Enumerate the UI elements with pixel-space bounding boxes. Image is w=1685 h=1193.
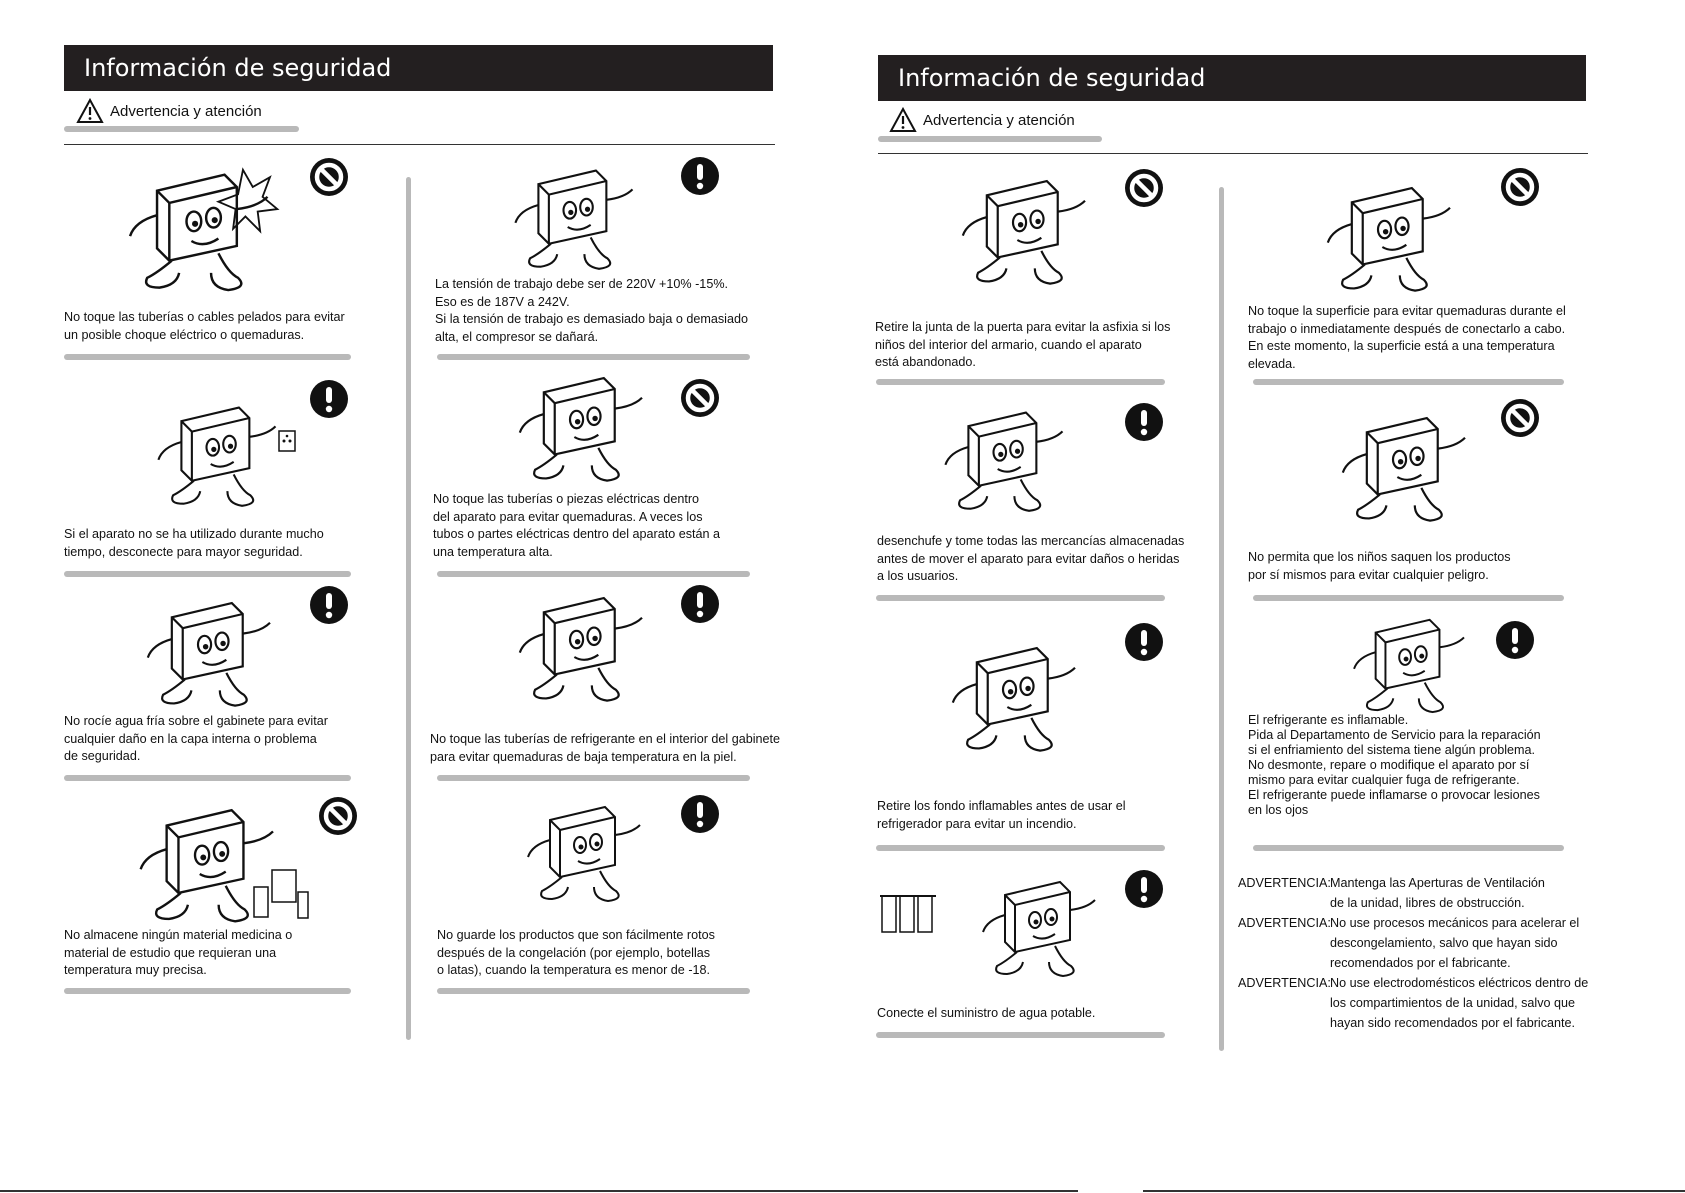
safety-text: Conecte el suministro de agua potable. xyxy=(877,1006,1096,1020)
section-separator xyxy=(876,845,1165,851)
left-column-divider xyxy=(406,177,411,1040)
prohibited-icon xyxy=(680,378,720,418)
left-page-title: Información de seguridad xyxy=(84,54,392,82)
warning-row xyxy=(1238,873,1598,913)
safety-text: Retire la junta de la puerta para evitar la asfixia si los niños del interior del armario, cuando el aparato está abandonado. xyxy=(875,320,1171,369)
warning-triangle-icon xyxy=(76,98,104,124)
warning-text: No use electrodomésticos eléctricos dentro de los compartimientos de la unidad, salvo que hayan sido recomendados por el fabricante. xyxy=(1330,976,1589,1030)
safety-text: No almacene ningún material medicina o material de estudio que requieran una temperatura muy precisa. xyxy=(64,928,293,977)
section-separator xyxy=(64,775,351,781)
mandatory-icon xyxy=(1495,620,1535,660)
right-page-subheader xyxy=(889,107,1075,133)
right-subtitle-underline xyxy=(878,136,1102,142)
mandatory-icon xyxy=(680,794,720,834)
illustration-door-gasket xyxy=(940,168,1110,288)
safety-text: No toque la superficie para evitar quemaduras durante el trabajo o inmediatamente después de conectarlo a cabo. En este momento, la superficie está a una temperatura elevada. xyxy=(1248,304,1566,371)
mandatory-icon xyxy=(1124,622,1164,662)
illustration-moving-appliance xyxy=(930,400,1080,515)
mandatory-icon xyxy=(1124,402,1164,442)
illustration-hot-surface xyxy=(1290,175,1490,295)
mandatory-icon xyxy=(1124,869,1164,909)
safety-text: No toque las tuberías de refrigerante en el interior del gabinete para evitar quemaduras de baja temperatura en la piel. xyxy=(430,732,781,764)
left-page-title-banner xyxy=(64,45,773,91)
warning-row xyxy=(1238,913,1598,973)
warnings-block xyxy=(1238,873,1598,1033)
illustration-cold-water xyxy=(130,590,290,710)
section-separator xyxy=(876,379,1165,385)
mandatory-icon xyxy=(680,584,720,624)
warning-label: ADVERTENCIA: xyxy=(1238,976,1331,990)
prohibited-icon xyxy=(1124,168,1164,208)
left-subtitle-underline xyxy=(64,126,299,132)
bottom-rule-right xyxy=(1143,1190,1685,1192)
safety-text: Si el aparato no se ha utilizado durante mucho tiempo, desconecte para mayor seguridad. xyxy=(64,527,324,559)
mandatory-icon xyxy=(309,585,349,625)
illustration-unplug-unused xyxy=(118,395,318,510)
warning-label: ADVERTENCIA: xyxy=(1238,916,1331,930)
right-page-title-banner xyxy=(878,55,1586,101)
illustration-refrigerant-pipes xyxy=(482,585,682,705)
section-separator xyxy=(437,354,750,360)
right-page-title: Información de seguridad xyxy=(898,64,1206,92)
section-separator xyxy=(437,571,750,577)
section-separator xyxy=(64,571,351,577)
section-separator xyxy=(437,775,750,781)
medicine-bottle-icon xyxy=(250,862,320,922)
warning-triangle-icon xyxy=(889,107,917,133)
illustration-child-touching xyxy=(482,365,682,485)
warning-row xyxy=(1238,973,1598,1033)
section-separator xyxy=(1253,845,1564,851)
warning-text: Mantenga las Aperturas de Ventilación de la unidad, libres de obstrucción. xyxy=(1330,876,1545,910)
left-header-rule xyxy=(64,144,775,145)
warning-text: No use procesos mecánicos para acelerar el descongelamiento, salvo que hayan sido recomendados por el fabricante. xyxy=(1330,916,1580,970)
illustration-touch-wires xyxy=(100,160,300,295)
prohibited-icon xyxy=(309,157,349,197)
section-separator xyxy=(876,595,1165,601)
section-separator xyxy=(64,354,351,360)
illustration-remove-packaging xyxy=(925,635,1105,755)
wall-socket-icon xyxy=(278,430,296,452)
safety-text: Retire los fondo inflamables antes de usar el refrigerador para evitar un incendio. xyxy=(877,799,1126,831)
illustration-flammable-refrigerant xyxy=(1330,608,1490,716)
left-page-subheader xyxy=(76,98,262,124)
water-filter-icon xyxy=(880,890,938,960)
illustration-frozen-bottles xyxy=(505,795,665,905)
right-page-subtitle: Advertencia y atención xyxy=(923,111,1075,129)
mandatory-icon xyxy=(309,379,349,419)
safety-text: No guarde los productos que son fácilmente rotos después de la congelación (por ejemplo, botellas o latas), cuando la temperatura es menor de -18. xyxy=(437,928,715,977)
mandatory-icon xyxy=(680,156,720,196)
warning-label: ADVERTENCIA: xyxy=(1238,876,1331,890)
section-separator xyxy=(64,988,351,994)
left-page-subtitle: Advertencia y atención xyxy=(110,102,262,120)
prohibited-icon xyxy=(1500,398,1540,438)
bottom-rule-left xyxy=(0,1190,1078,1192)
safety-text: No toque las tuberías o cables pelados para evitar un posible choque eléctrico o quemaduras. xyxy=(64,310,345,342)
section-separator xyxy=(437,988,750,994)
safety-text: El refrigerante es inflamable. Pida al Departamento de Servicio para la reparación si el enfriamiento del sistema tiene algún problema. No desmonte, repare o modifique el aparato por sí mismo para evitar cualquier fuga de refrigerante. El refrigerante puede inflamarse o provocar lesiones en los ojos xyxy=(1248,713,1541,817)
safety-text: No rocíe agua fría sobre el gabinete para evitar cualquier daño en la capa interna o problema de seguridad. xyxy=(64,714,328,763)
illustration-voltage-plug xyxy=(490,158,660,273)
section-separator xyxy=(1253,595,1564,601)
safety-text: No permita que los niños saquen los productos por sí mismos para evitar cualquier peligro. xyxy=(1248,550,1511,582)
right-header-rule xyxy=(878,153,1588,154)
prohibited-icon xyxy=(318,796,358,836)
section-separator xyxy=(876,1032,1165,1038)
section-separator xyxy=(1253,379,1564,385)
right-column-divider xyxy=(1219,187,1224,1051)
safety-text: La tensión de trabajo debe ser de 220V +10% -15%. Eso es de 187V a 242V. Si la tensión de trabajo es demasiado baja o demasiado alta, el compresor se dañará. xyxy=(435,277,748,344)
prohibited-icon xyxy=(1500,167,1540,207)
illustration-children-products xyxy=(1320,405,1490,525)
safety-text: No toque las tuberías o piezas eléctricas dentro del aparato para evitar quemaduras. A veces los tubos o partes eléctricas dentro del aparato están a una temperatura alta. xyxy=(433,492,721,559)
safety-text: desenchufe y tome todas las mercancías almacenadas antes de mover el aparato para evitar daños o heridas a los usuarios. xyxy=(877,534,1185,583)
illustration-water-supply xyxy=(955,870,1125,980)
